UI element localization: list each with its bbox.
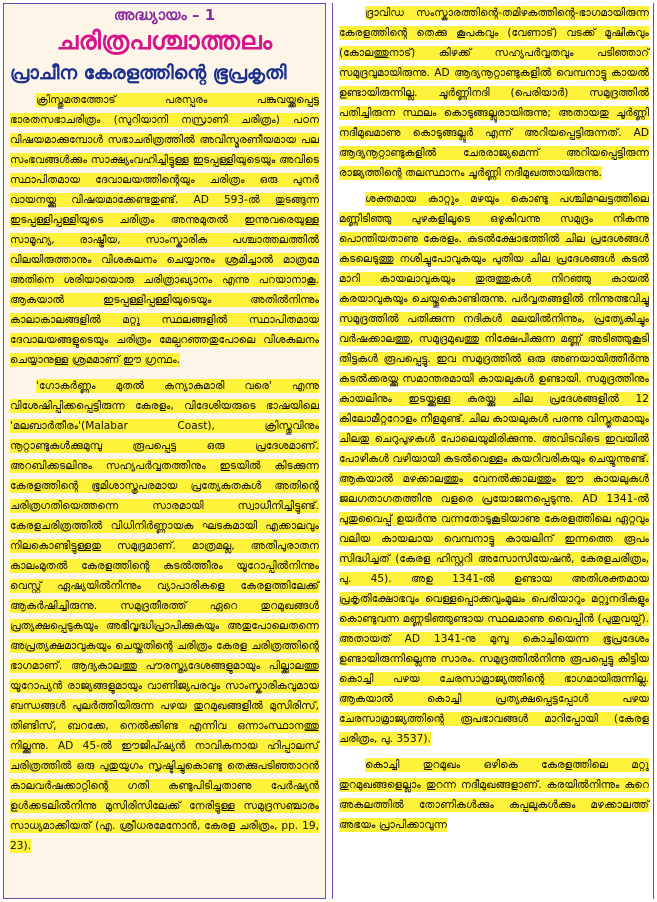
right-column: [332, 3, 654, 899]
paragraph: [10, 376, 319, 856]
section-title: പ്രാചീന കേരളത്തിന്റെ ഭൂപ്രകൃതി: [10, 62, 287, 84]
left-column: [3, 3, 326, 899]
highlighted-text: 'ഗോകർണ്ണം മുതൽ കന്യാകുമാരി വരെ' എന്നു വിശേഷിപ്പിക്കപ്പെട്ടിരുന്ന കേരളം, വിദേശിയരുടെ ഭാഷയിലെ 'മലബാർതീരം'(Malabar Coast), ക്രിസ്തുവിനും നൂറ്റാണ്ടുകൾക്കുമുമ്പു രൂപപ്പെട്ട ഒരു പ്രദേശമാണ്. അറബിക്കടലിനും സഹ്യപർവ്വതത്തിനും ഇടയിൽ കിടക്കുന്ന കേരളത്തിന്റെ ഭൂമിശാസ്ത്രപരമായ പ്രത്യേകതകൾ അതിന്റെ ചരിത്രഗതിയെത്തന്നെ സാരമായി സ്വാധീനിച്ചിട്ടുണ്ട്. കേരളചരിത്രത്തിൽ വിധിനിർണ്ണായക ഘടകമായി എക്കാലവും നിലകൊണ്ടിട്ടുള്ളതു സമുദ്രമാണ്. മാത്രമല്ല, അതിപുരാതന കാലംമുതൽ കേരളത്തിന്റെ കടൽത്തീരം യൂറോപ്പിൽനിന്നും വെസ്റ്റ് ഏഷ്യയിൽനിന്നും വ്യാപാരികളെ കേരളത്തിലേക്ക് ആകർഷിച്ചിരുന്നു. സമുദ്രതീരത്ത് ഏറെ തുറമുഖങ്ങൾ പ്രത്യക്ഷപ്പെടുകയും അഭിവൃദ്ധിപ്രാപിക്കുകയും അതുപോലെതന്നെ അപ്രത്യക്ഷമാവുകയും ചെയ്തതിന്റെ ചരിത്രം കേരള ചരിത്രത്തിന്റെ ഭാഗമാണ്. ആദ്യകാലത്തു പൗരസ്ത്യദേശങ്ങളുമായും പില്ക്കാലത്തു യൂറോപ്യൻ രാജ്യങ്ങളുമായും വാണിജ്യപരവും സാംസ്കാരികവുമായ ബന്ധങ്ങൾ പുലർത്തിയിരുന്ന പഴയ തുറമുഖങ്ങളിൽ മുസിരിസ്, തിണ്ടിസ്, ബറക്കേ, നെൽക്കിണ്ട എന്നിവ ഒന്നാംസ്ഥാനത്തു നില്ക്കുന്നു. AD 45-ൽ ഈജിപ്ഷ്യൻ നാവികനായ ഹിപ്പാലസ് ചരിത്രത്തിൽ ഒരു പുതുയുഗം സൃഷ്ടിച്ചുകൊണ്ടു തെക്കുപടിഞ്ഞാറൻ കാലവർഷക്കാറ്റിന്റെ ഗതി കണ്ടുപിടിച്ചതാണു പേർഷ്യൻ ഉൾക്കടലിൽനിന്നു മുസിരിസിലേക്ക് നേരിട്ടുള്ള സമുദ്രസഞ്ചാരം സാധ്യമാക്കിയത് (എ. ശ്രീധരമേനോൻ, കേരള ചരിത്രം, pp. 19, 23).: [10, 380, 319, 852]
highlighted-text: ക്രിസ്തുമതത്തോട് പരസ്പരം പങ്കുവയ്ക്കപ്പെട്ട ഭാരതസഭാചരിത്രം (സുറിയാനി നസ്രാണി ചരിത്രം) പഠന വിഷയമാക്കുമ്പോൾ സഭാചരിത്രത്തിൽ അവിസ്മരണീയമായ പല സംഭവങ്ങൾക്കും സാക്ഷ്യംവഹിച്ചിട്ടുള്ള ഇടപ്പള്ളിയുടെയും അവിടെ സ്ഥാപിതമായ ദേവാലയത്തിന്റെയും ചരിത്രം ഒരു പുനർ വായനയ്ക്കു വിഷയമാക്കേണ്ടതുണ്ട്. AD 593-ൽ തുടങ്ങുന്ന ഇടപ്പള്ളിപ്പള്ളിയുടെ ചരിത്രം അന്നുമുതൽ ഇന്നുവരെയുള്ള സാമൂഹ്യ, രാഷ്ട്രീയ, സാംസ്കാരിക പശ്ചാത്തലത്തിൽ വിലയിരുത്താനും വിശകലനം ചെയ്യാനും ശ്രമിച്ചാൽ മാത്രമേ അതിനെ ശരിയായൊരു ചരിത്രാഖ്യാനം എന്നു പറയാനാകൂ. ആകയാൽ ഇടപ്പള്ളിപ്പള്ളിയുടെയും അതിൽനിന്നും കാലാകാലങ്ങളിൽ മറ്റു സ്ഥലങ്ങളിൽ സ്ഥാപിതമായ ദേവാലയങ്ങളുടെയും ചരിത്രം മേല്പറഞ്ഞതുപോലെ വിശകലനം ചെയ്യാനുള്ള ശ്രമമാണ് ഈ ഗ്രന്ഥം.: [10, 94, 319, 366]
chapter-label: അദ്ധ്യായം – 1: [113, 6, 216, 24]
highlighted-text: കൊച്ചി തുറമുഖം ഒഴികെ കേരളത്തിലെ മറ്റു തുറമുഖങ്ങളെല്ലാം തുറന്ന നദീമുഖങ്ങളാണ്. കരയിൽനിന്നും കുറെ അകലത്തിൽ തോണികൾക്കും കപ്പലുകൾക്കും മഴക്കാലത്ത് അഭയം പ്രാപിക്കാവുന്ന: [339, 759, 649, 831]
paragraph: [339, 189, 649, 749]
chapter-title: ചരിത്രപശ്ചാത്തലം: [56, 26, 273, 55]
paragraph: [339, 755, 649, 835]
paragraph: [10, 90, 319, 370]
highlighted-text: ദ്രാവിഡ സംസ്കാരത്തിന്റെ-തമിഴകത്തിന്റെ-ഭാഗമായിരുന്ന കേരളത്തിന്റെ തെക്കു കൂപകവും (വേണാട്) വടക്ക് മൂഷികവും (കോലത്തുനാട്) കിഴക്ക് സഹ്യപർവ്വതവും പടിഞ്ഞാറ് സമുദ്രവുമായിരുന്നു. AD ആദ്യനൂറ്റാണ്ടുകളിൽ വെമ്പനാട്ടു കായൽ ഉണ്ടായിരുന്നില്ല. ചൂർണ്ണിനദി (പെരിയാർ) സമുദ്രത്തിൽ പതിച്ചിരുന്ന സ്ഥലം കൊടുങ്ങല്ലൂരായിരുന്നു; അതായതു ചൂർണ്ണി നദീമുഖമാണു കൊടുങ്ങല്ലൂർ എന്ന് അറിയപ്പെട്ടിരുന്നത്. AD ആദ്യനൂറ്റാണ്ടുകളിൽ ചേരരാജ്യമെന്ന് അറിയപ്പെട്ടിരുന്ന രാജ്യത്തിന്റെ തലസ്ഥാനം ചൂർണ്ണി നദീമുഖത്തായിരുന്നു.: [339, 7, 649, 179]
highlighted-text: ശക്തമായ കാറ്റും മഴയും കൊണ്ടു പശ്ചിമഘട്ടത്തിലെ മണ്ണിടിഞ്ഞു പുഴകളിലൂടെ ഒഴുകിവന്നു സമുദ്രം നികന്നു പൊന്തിയതാണു കേരളം. കടൽക്ഷോഭത്തിൽ ചില പ്രദേശങ്ങൾ കടലെടുത്തു നശിച്ചുപോവുകയും പുതിയ ചില പ്രദേശങ്ങൾ കടൽ മാറി കായലാവുകയും തുരുത്തുകൾ നിറഞ്ഞു കായൽ കരയാവുകയും ചെയ്തുകൊണ്ടിരുന്നു. പർവ്വതങ്ങളിൽ നിന്നുത്ഭവിച്ചു സമുദ്രത്തിൽ പതിക്കുന്ന നദികൾ മലയിൽനിന്നും, പ്രത്യേകിച്ചും വർഷക്കാലത്തു, സമുദ്രമുഖത്തു നിക്ഷേപിക്കുന്ന മണ്ണ് അടിഞ്ഞുകൂടി തിട്ടകൾ രൂപപ്പെട്ടു. ഇവ സമുദ്രത്തിൽ ഒരു അണയായിത്തീർന്നു കടൽക്കരയ്ക്കു സമാന്തരമായി കായലുകൾ ഉണ്ടായി. സമുദ്രത്തിനും കായലിനും ഇടയ്ക്കുള്ള കരയ്ക്കു ചില പ്രദേശങ്ങളിൽ 12 കിലോമീറ്ററോളം നീളമുണ്ട്. ചില കായലുകൾ പരന്നു വിസ്തൃതമായും ചിലതു ചെറുപുഴകൾ പോലെയുമിരിക്കുന്നു. അവിടവിടെ ഇവയിൽ പോഴികൾ വഴിയായി കടൽവെള്ളം കയറിവരികയും ചെയ്യുന്നുണ്ട്. ആകയാൽ മഴക്കാലത്തും വേനൽക്കാലത്തും ഈ കായലുകൾ ജലഗതാഗതത്തിനു വളരെ പ്രയോജനപ്പെടുന്നു. AD 1341-ൽ പുതുവൈപ്പ് ഉയർന്നു വന്നതോടുകൂടിയാണു കേരളത്തിലെ ഏറ്റവും വലിയ കായലായ വെമ്പനാട്ടു കായലിന് ഇന്നത്തെ രൂപം സിദ്ധിച്ചത് (കേരള ഹിസ്റ്ററി അസോസിയേഷൻ, കേരളചരിത്രം, പു. 45). അഉ 1341-ൽ ഉണ്ടായ അതിശക്തമായ പ്രകൃതിക്ഷോഭവും വെള്ളപ്പൊക്കവുംമൂലം പെരിയാറും മറ്റുനദികളും കൊണ്ടുവന്ന മണ്ണടിഞ്ഞുണ്ടായ സ്ഥലമാണു വൈപ്പിൻ (പുതുവയ്പ്). അതായത് AD 1341-നു മുമ്പു കൊച്ചിയെന്ന ഭൂപ്രദേശം ഉണ്ടായിരുന്നില്ലെന്നു സാരം. സമുദ്രത്തിൽനിന്നു രൂപപ്പെട്ടു കിട്ടിയ കൊച്ചി പഴയ ചേരസാമ്രാജ്യത്തിന്റെ ഭാഗമായിരുന്നില്ല. ആകയാൽ കൊച്ചി പ്രത്യക്ഷപ്പെട്ടപ്പോൾ പഴയ ചേരസാമ്രാജ്യത്തിന്റെ രൂപഭാവങ്ങൾ മാറിപ്പോയി (കേരള ചരിത്രം, പു. 3537).: [339, 193, 649, 745]
paragraph: [339, 3, 649, 183]
